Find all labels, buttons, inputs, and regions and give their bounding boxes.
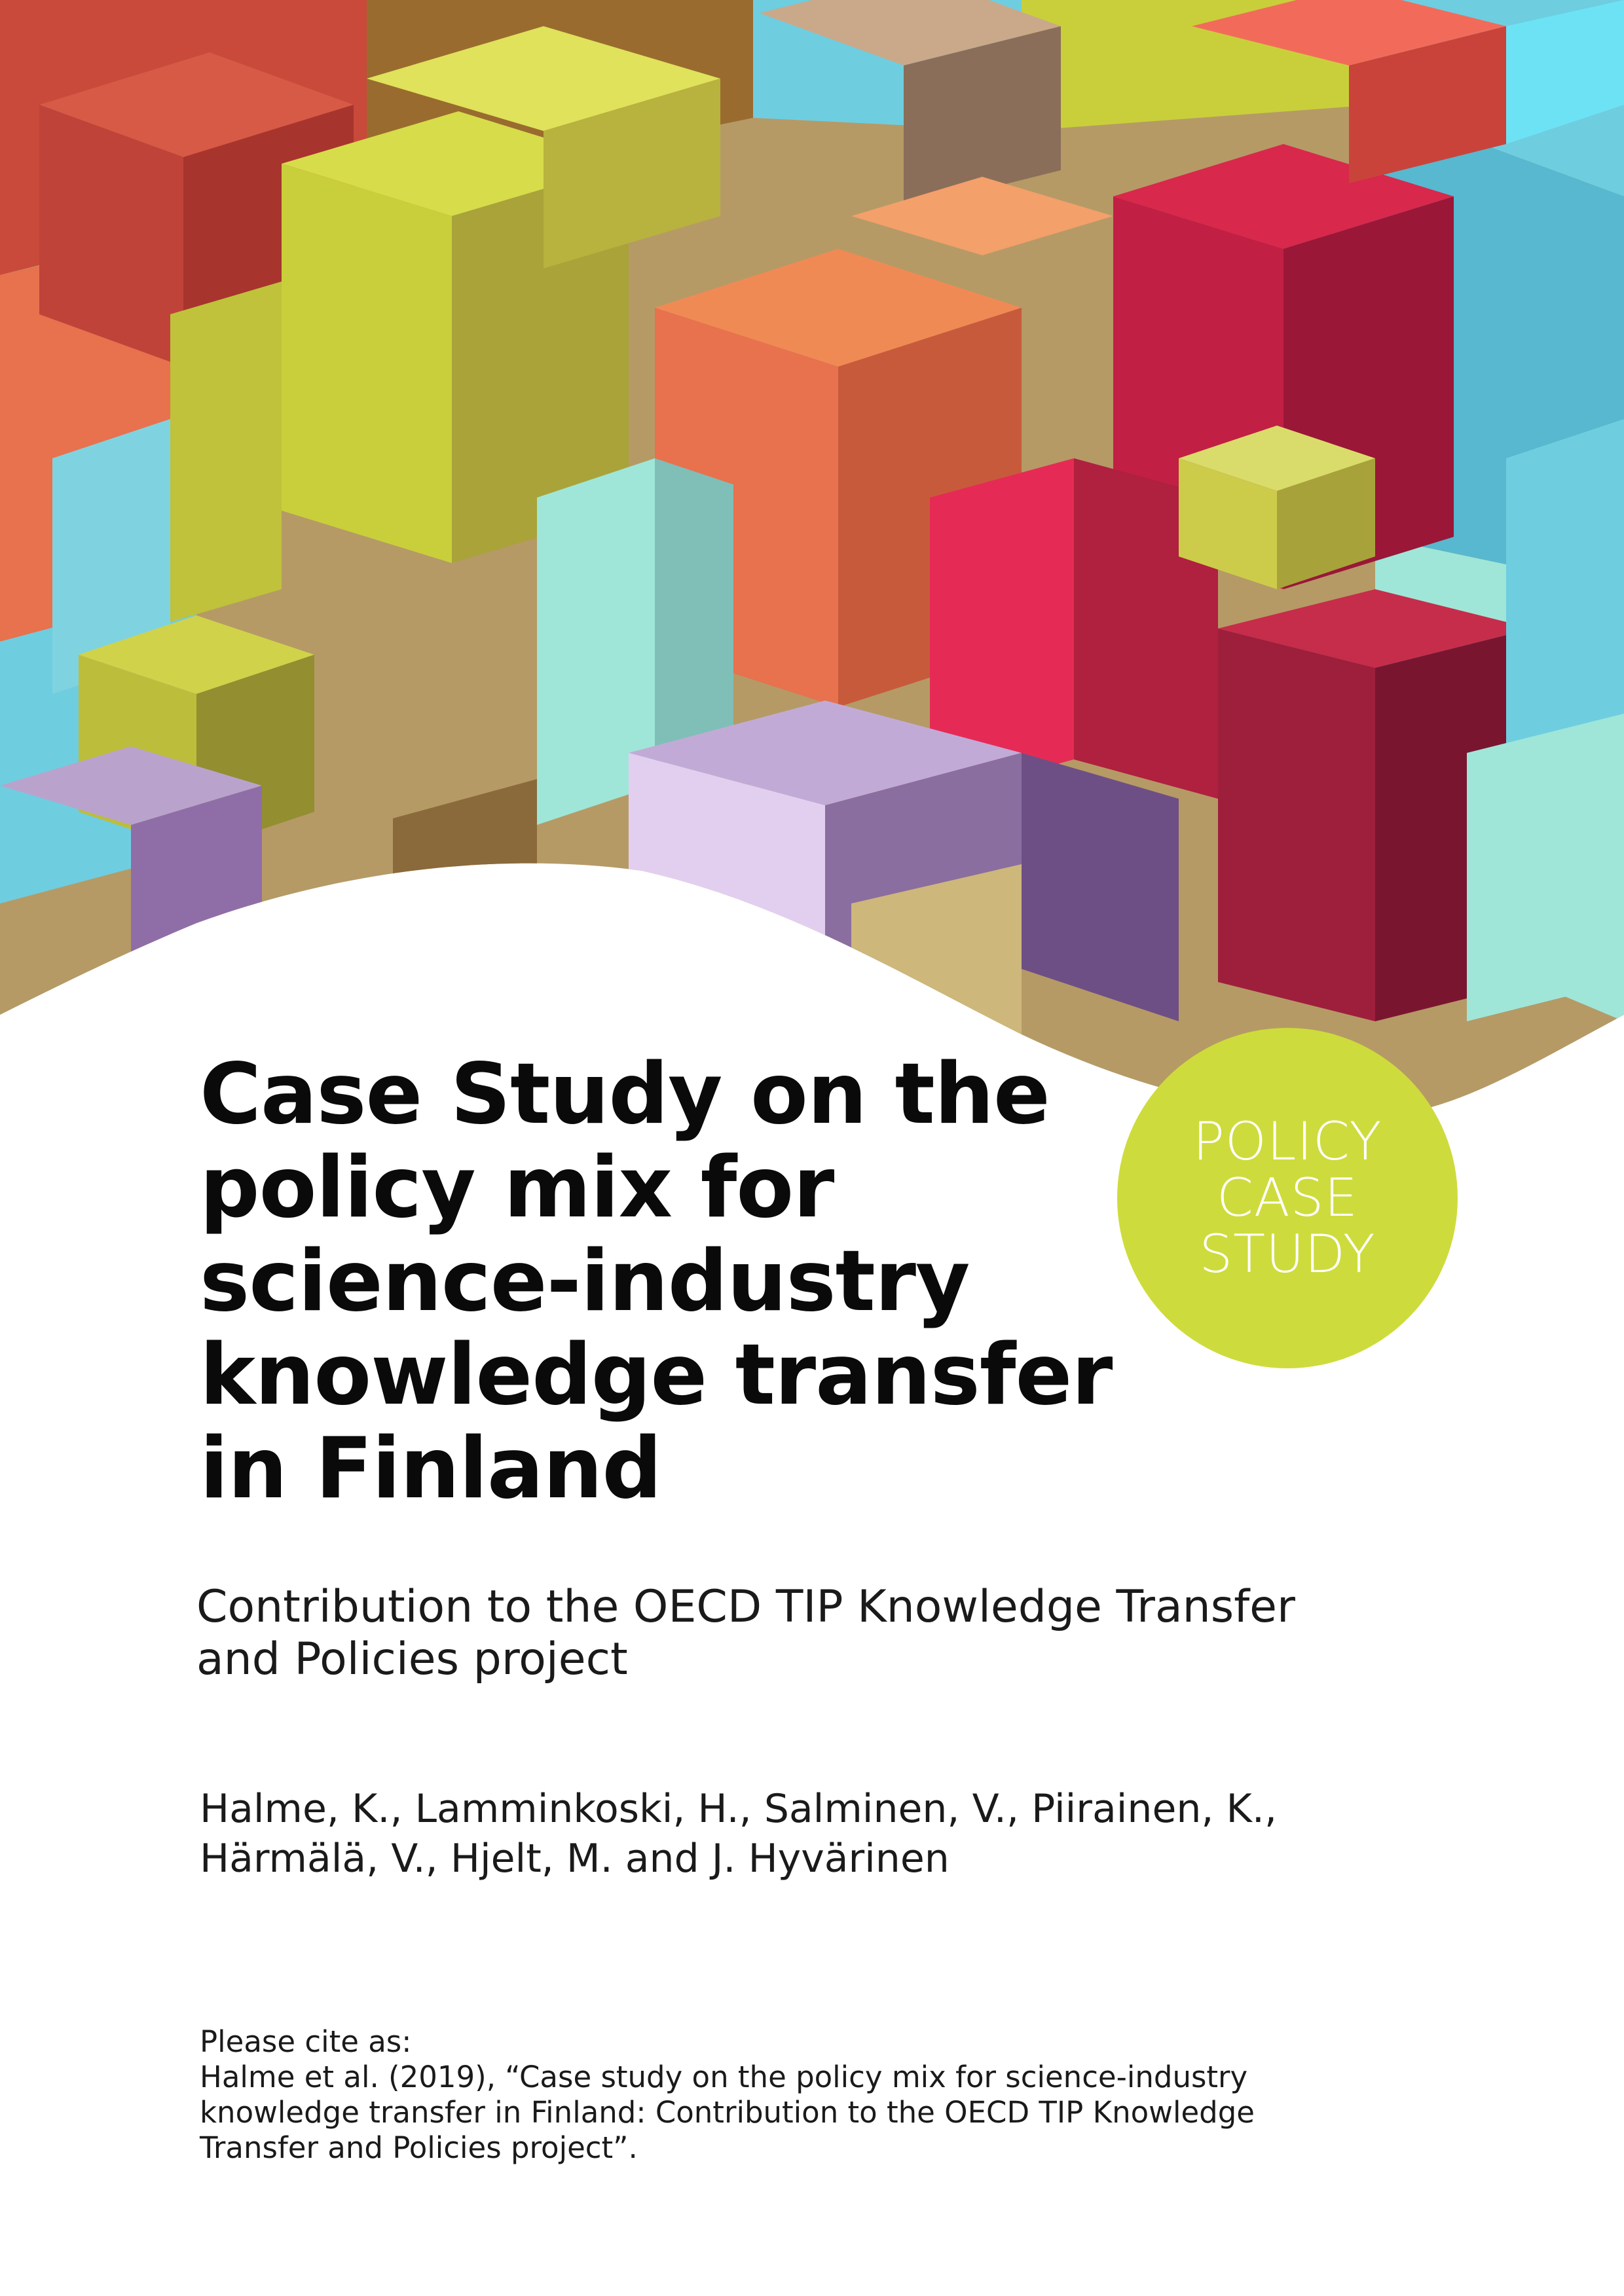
document-title [200, 1048, 1149, 1516]
title-line: in Finland [200, 1420, 661, 1518]
subtitle-line: and Policies project [196, 1633, 628, 1685]
author-line: Härmälä, V., Hjelt, M. and J. Hyvärinen [200, 1836, 950, 1882]
citation-line: Transfer and Policies project”. [200, 2130, 638, 2165]
badge-line-2: CASE [1217, 1167, 1358, 1228]
title-line: policy mix for [200, 1139, 834, 1237]
title-line: knowledge transfer [200, 1326, 1113, 1424]
citation-line: knowledge transfer in Finland: Contribution to the OECD TIP Knowledge [200, 2095, 1255, 2130]
title-line: Case Study on the [200, 1046, 1050, 1143]
author-list [200, 1784, 1444, 1884]
badge-line-1: POLICY [1192, 1111, 1382, 1172]
title-line: science-industry [200, 1233, 970, 1330]
policy-case-study-badge [1117, 1028, 1458, 1368]
author-line: Halme, K., Lamminkoski, H., Salminen, V., Piirainen, K., [200, 1786, 1278, 1832]
citation-label: Please cite as: [200, 2024, 412, 2059]
citation-block [200, 2024, 1477, 2166]
citation-line: Halme et al. (2019), “Case study on the policy mix for science-industry [200, 2060, 1248, 2094]
document-subtitle [196, 1581, 1506, 1686]
subtitle-line: Contribution to the OECD TIP Knowledge Transfer [196, 1581, 1295, 1633]
isometric-cubes-artwork [0, 0, 1624, 1146]
badge-line-3: STUDY [1199, 1224, 1376, 1285]
